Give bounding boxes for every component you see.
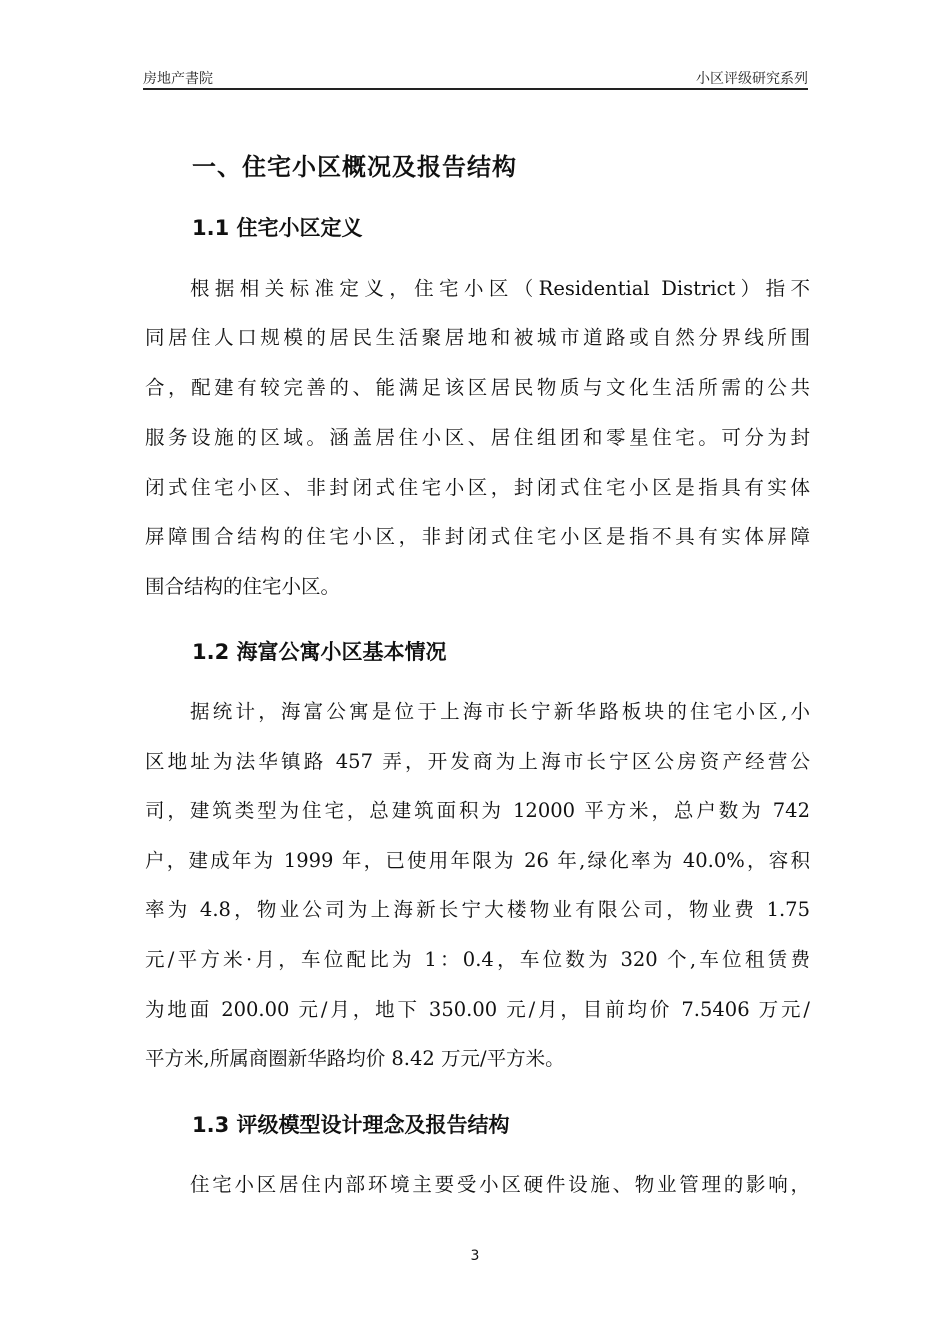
paragraph-line: 平方米,所属商圈新华路均价 8.42 万元/平方米。 — [145, 1047, 565, 1070]
paragraph-line: 率为 4.8，物业公司为上海新长宁大楼物业有限公司，物业费 1.75 — [145, 898, 810, 921]
section-heading-1-2: 1.2 海富公寓小区基本情况 — [192, 640, 447, 664]
paragraph-line: 元/平方米·月，车位配比为 1：0.4，车位数为 320 个,车位租赁费 — [145, 948, 810, 971]
chapter-title: 一、住宅小区概况及报告结构 — [192, 153, 517, 181]
header-series-title: 小区评级研究系列 — [696, 71, 808, 87]
page-number: 3 — [470, 1248, 480, 1264]
paragraph-line: 围合结构的住宅小区。 — [145, 575, 341, 598]
paragraph-line: 根据相关标准定义，住宅小区（Residential District）指不 — [190, 277, 810, 300]
section-heading-1-1: 1.1 住宅小区定义 — [192, 216, 363, 240]
paragraph-line: 户，建成年为 1999 年，已使用年限为 26 年,绿化率为 40.0%，容积 — [145, 849, 810, 872]
section-heading-1-3: 1.3 评级模型设计理念及报告结构 — [192, 1113, 510, 1137]
header-divider — [143, 88, 808, 90]
paragraph-line: 司，建筑类型为住宅，总建筑面积为 12000 平方米，总户数为 742 — [145, 799, 810, 822]
page-header — [143, 68, 808, 90]
paragraph-line: 区地址为法华镇路 457 弄，开发商为上海市长宁区公房资产经营公 — [145, 750, 810, 773]
paragraph-line: 闭式住宅小区、非封闭式住宅小区，封闭式住宅小区是指具有实体 — [145, 476, 810, 499]
paragraph-line: 为地面 200.00 元/月，地下 350.00 元/月，目前均价 7.5406 万元/ — [145, 998, 810, 1021]
paragraph-line: 同居住人口规模的居民生活聚居地和被城市道路或自然分界线所围 — [145, 326, 810, 349]
paragraph-line: 据统计，海富公寓是位于上海市长宁新华路板块的住宅小区,小 — [190, 700, 810, 723]
header-publisher: 房地产書院 — [143, 71, 213, 87]
paragraph-line: 服务设施的区域。涵盖居住小区、居住组团和零星住宅。可分为封 — [145, 426, 810, 449]
paragraph-line: 合，配建有较完善的、能满足该区居民物质与文化生活所需的公共 — [145, 376, 810, 399]
paragraph-line: 住宅小区居住内部环境主要受小区硬件设施、物业管理的影响， — [190, 1173, 810, 1196]
paragraph-line: 屏障围合结构的住宅小区，非封闭式住宅小区是指不具有实体屏障 — [145, 525, 810, 548]
